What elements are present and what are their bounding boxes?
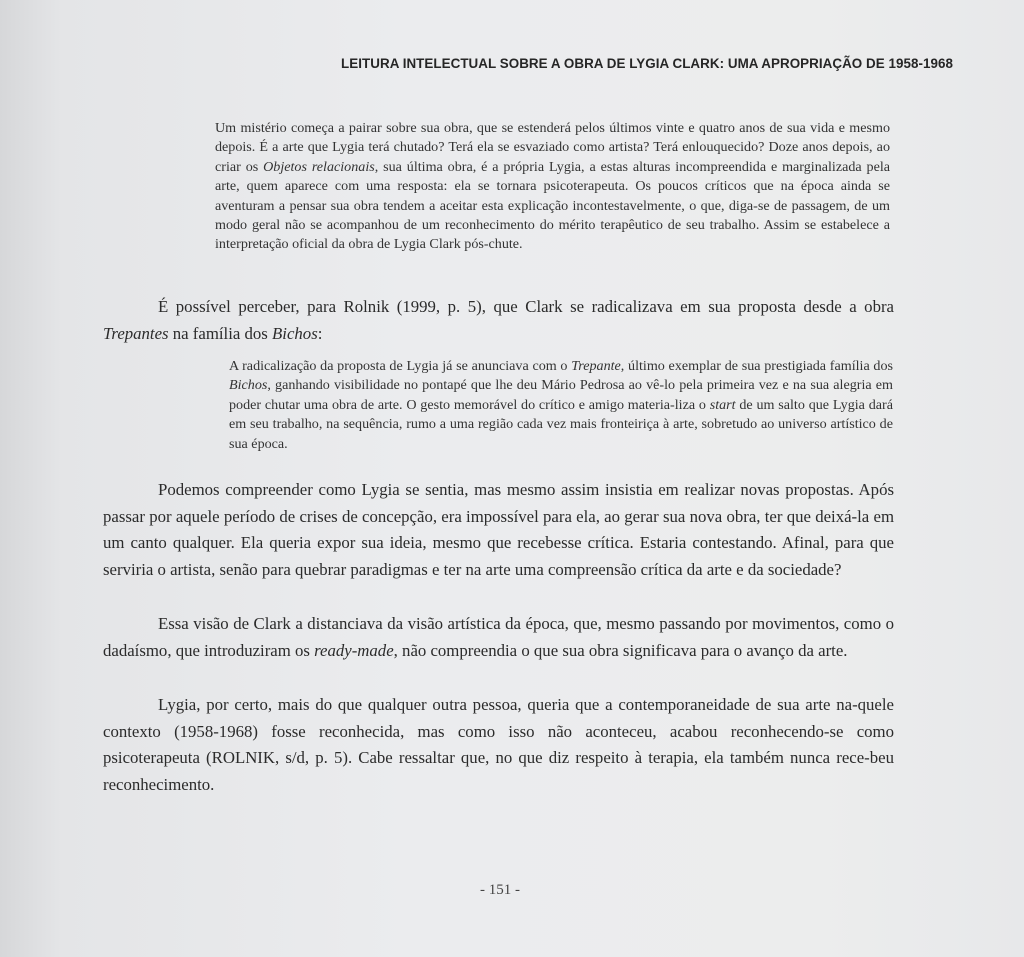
paragraph-1	[103, 294, 894, 347]
para1-text-3: :	[317, 323, 323, 343]
block-quote-1	[215, 119, 890, 255]
para3-italic-ready-made: ready-made	[314, 640, 394, 660]
quote1-text-1: Um mistério começa a pairar sobre sua obra, que se estenderá pelos últimos vinte e quatro anos de sua vida e mesmo depois. É a arte que Lygia terá chutado? Terá ela se esvaziado como artista? Terá enlouquecido? Doze anos depois, ao criar os	[215, 120, 890, 175]
quote2-italic-start: start	[709, 396, 736, 413]
quote2-text-2: , último exemplar de sua prestigiada família dos	[620, 358, 893, 374]
quote2-text-1: A radicalização da proposta de Lygia já se anunciava com o	[229, 358, 572, 374]
block-quote-2	[229, 357, 893, 454]
para3-text-1: Essa visão de Clark a distanciava da visão artística da época, que, mesmo passando por movimentos, como o dadaísmo, que introduziram os	[103, 614, 894, 660]
quote2-text-4: de um salto que Lygia dará em seu trabalho, na sequência, rumo a uma região cada vez mais fronteiriça à arte, sobretudo ao universo artístico de sua época.	[229, 396, 893, 452]
quote1-italic-objetos-relacionais: Objetos relacionais	[263, 158, 375, 175]
quote1-text-2: , sua última obra, é a própria Lygia, a estas alturas incompreendida e marginalizada pela arte, quem aparece com uma resposta: ela se tornara psicoterapeuta. Os poucos críticos que na época ainda se aventuram a pensar sua obra tendem a aceitar esta explicação incontestavelmente, o que, diga-se de passagem, de um modo geral não se acompanhou de um reconhecimento do mérito terapêutico de seu trabalho. Assim se estabelece a interpretação oficial da obra de Lygia Clark pós-chute.	[215, 158, 890, 253]
para1-text-2: na família dos	[168, 323, 273, 343]
paragraph-4: Lygia, por certo, mais do que qualquer outra pessoa, queria que a contemporaneidade de sua arte na-quele contexto (1958-1968) fosse reconhecida, mas como isso não aconteceu, acabou reconhecendo-se como psicoterapeuta (ROLNIK, s/d, p. 5). Cabe ressaltar que, no que diz respeito à terapia, ela também nunca rece-beu reconhecimento.	[103, 695, 894, 794]
quote2-italic-bichos: Bichos	[229, 377, 268, 394]
paragraph-3	[103, 611, 894, 664]
para3-text-2: , não compreendia o que sua obra significava para o avanço da arte.	[393, 640, 848, 660]
paragraph-2: Podemos compreender como Lygia se sentia, mas mesmo assim insistia em realizar novas propostas. Após passar por aquele período de crises de concepção, era impossível para ela, ao gerar sua nova obra, ter que deixá-la em um canto qualquer. Ela queria expor sua ideia, mesmo que recebesse crítica. Estaria contestando. Afinal, para que serviria o artista, senão para quebrar paradigmas e ter na arte uma compreensão crítica da arte e da sociedade?	[103, 480, 894, 579]
para1-italic-trepantes: Trepantes	[103, 323, 169, 343]
para1-italic-bichos: Bichos	[272, 323, 318, 343]
quote2-italic-trepante: Trepante	[571, 358, 621, 374]
running-header: LEITURA INTELECTUAL SOBRE A OBRA DE LYGIA CLARK: UMA APROPRIAÇÃO DE 1958-1968	[341, 56, 953, 71]
quote2-text-3: , ganhando visibilidade no pontapé que lhe deu Mário Pedrosa ao vê-lo pela primeira vez e na sua alegria em poder chutar uma obra de arte. O gesto memorável do crítico e amigo materia-liza o	[229, 377, 893, 413]
para1-text-1: É possível perceber, para Rolnik (1999, p. 5), que Clark se radicalizava em sua proposta desde a obra	[158, 297, 894, 316]
page-number: - 151 -	[480, 882, 520, 898]
